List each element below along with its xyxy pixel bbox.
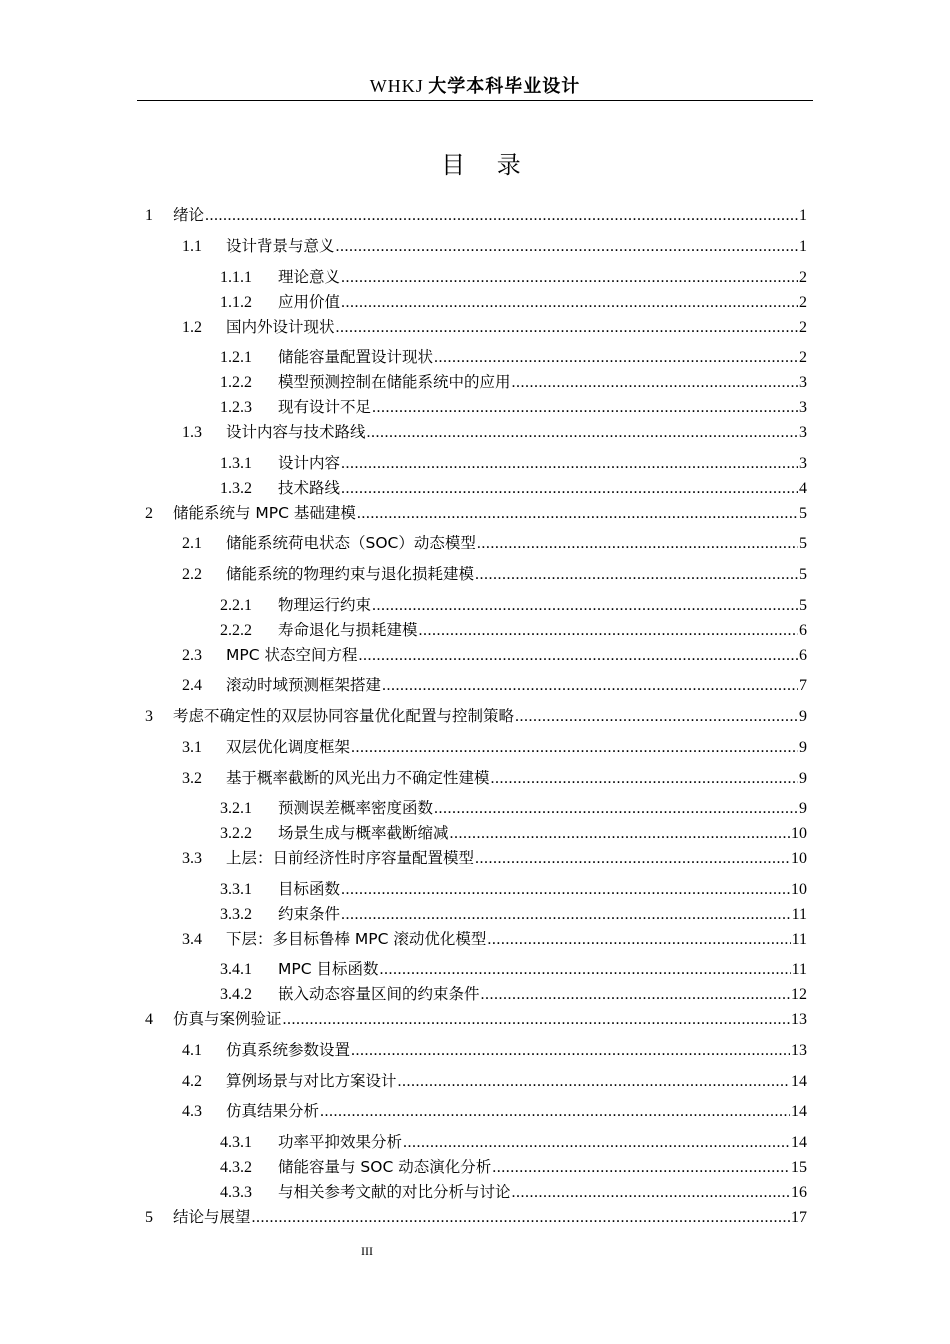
toc-entry-number: 1.3.1 — [220, 455, 252, 472]
toc-entry[interactable] — [220, 903, 807, 925]
toc-entry[interactable] — [182, 767, 807, 789]
toc-entry[interactable] — [220, 878, 807, 900]
toc-entry-title: MPC 状态空间方程 — [226, 646, 358, 664]
toc-title: 目 录 — [441, 151, 533, 179]
toc-leader-dots — [403, 1132, 790, 1154]
toc-entry-page: 5 — [799, 566, 807, 583]
toc-leader-dots — [341, 292, 798, 314]
toc-entry-page: 1 — [799, 238, 807, 255]
header-document-type: 大学本科毕业设计 — [428, 76, 581, 97]
toc-entry-title: 绪论 — [173, 206, 205, 224]
toc-leader-dots — [341, 478, 798, 500]
toc-entry-title: 国内外设计现状 — [226, 318, 335, 336]
toc-entry-page: 1 — [799, 207, 807, 224]
toc-entry-number: 4.3.3 — [220, 1184, 252, 1201]
toc-entry-title: 储能系统荷电状态（SOC）动态模型 — [226, 534, 476, 552]
toc-entry[interactable] — [220, 346, 807, 368]
toc-entry-page: 10 — [791, 825, 807, 842]
toc-entry-title: 物理运行约束 — [278, 596, 372, 614]
toc-leader-dots — [475, 564, 798, 586]
toc-entry[interactable] — [220, 396, 807, 418]
toc-entry-number: 1.3 — [182, 424, 202, 441]
toc-entry-page: 5 — [799, 505, 807, 522]
toc-entry[interactable] — [182, 674, 807, 696]
toc-entry-page: 2 — [799, 319, 807, 336]
toc-entry-title: 寿命退化与损耗建模 — [278, 621, 418, 639]
toc-leader-dots — [341, 879, 790, 901]
toc-leader-dots — [515, 706, 798, 728]
toc-entry-title: 技术路线 — [278, 479, 341, 497]
toc-entry-page: 11 — [791, 906, 807, 923]
toc-leader-dots — [358, 645, 798, 667]
toc-entry-number: 2.3 — [182, 647, 202, 664]
toc-entry-number: 3.2.2 — [220, 825, 252, 842]
toc-entry[interactable] — [182, 736, 807, 758]
toc-entry[interactable] — [220, 958, 807, 980]
toc-leader-dots — [283, 1009, 790, 1031]
toc-entry-number: 3.3.2 — [220, 906, 252, 923]
toc-entry[interactable] — [182, 1070, 807, 1092]
toc-leader-dots — [487, 929, 790, 951]
toc-entry-title: 考虑不确定性的双层协同容量优化配置与控制策略 — [173, 707, 515, 725]
toc-entry-number: 3.2 — [182, 770, 202, 787]
toc-entry-title: 嵌入动态容量区间的约束条件 — [278, 985, 480, 1003]
toc-leader-dots — [450, 823, 790, 845]
toc-entry-number: 2.2.2 — [220, 622, 252, 639]
toc-entry-number: 1.2.1 — [220, 349, 252, 366]
toc-entry[interactable] — [182, 563, 807, 585]
toc-entry-page: 13 — [791, 1042, 807, 1059]
toc-entry-number: 3.2.1 — [220, 800, 252, 817]
toc-entry-number: 3.4.2 — [220, 986, 252, 1003]
toc-entry-number: 2.2.1 — [220, 597, 252, 614]
toc-entry-title: 模型预测控制在储能系统中的应用 — [278, 373, 511, 391]
toc-entry-page: 7 — [799, 677, 807, 694]
toc-entry-title: 与相关参考文献的对比分析与讨论 — [278, 1183, 511, 1201]
toc-entry-title: 现有设计不足 — [278, 398, 372, 416]
toc-entry[interactable] — [145, 204, 807, 226]
toc-entry-page: 14 — [791, 1073, 807, 1090]
toc-entry-number: 1.1 — [182, 238, 202, 255]
toc-entry[interactable] — [220, 1181, 807, 1203]
toc-entry-number: 1 — [145, 207, 153, 224]
toc-entry[interactable] — [182, 532, 807, 554]
toc-entry-title: 结论与展望 — [173, 1208, 251, 1226]
toc-entry-page: 3 — [799, 424, 807, 441]
toc-leader-dots — [512, 372, 798, 394]
toc-entry[interactable] — [182, 928, 807, 950]
toc-entry[interactable] — [182, 1100, 807, 1122]
toc-entry-page: 14 — [791, 1103, 807, 1120]
toc-leader-dots — [336, 317, 798, 339]
toc-entry-number: 4.2 — [182, 1073, 202, 1090]
toc-entry-title: 储能容量配置设计现状 — [278, 348, 434, 366]
toc-entry-title: 基于概率截断的风光出力不确定性建模 — [226, 769, 490, 787]
toc-entry-page: 12 — [791, 986, 807, 1003]
toc-entry-page: 11 — [791, 931, 807, 948]
toc-entry-page: 3 — [799, 374, 807, 391]
toc-entry-title: 约束条件 — [278, 905, 341, 923]
toc-entry-page: 9 — [799, 770, 807, 787]
toc-entry-number: 2.2 — [182, 566, 202, 583]
toc-leader-dots — [351, 737, 798, 759]
toc-leader-dots — [341, 904, 791, 926]
toc-entry-title: 预测误差概率密度函数 — [278, 799, 434, 817]
toc-entry-number: 2.1 — [182, 535, 202, 552]
toc-leader-dots — [477, 533, 798, 555]
toc-entry-number: 2 — [145, 505, 153, 522]
toc-leader-dots — [434, 798, 798, 820]
toc-entry[interactable] — [182, 1039, 807, 1061]
toc-entry-number: 1.1.2 — [220, 294, 252, 311]
toc-leader-dots — [357, 503, 798, 525]
toc-leader-dots — [512, 1182, 790, 1204]
header-institution: WHKJ — [369, 76, 424, 96]
toc-entry-number: 1.2 — [182, 319, 202, 336]
toc-leader-dots — [492, 1157, 790, 1179]
toc-entry-page: 9 — [799, 708, 807, 725]
toc-entry-number: 3.3.1 — [220, 881, 252, 898]
page-number: III — [361, 1244, 373, 1258]
toc-entry-number: 5 — [145, 1209, 153, 1226]
toc-leader-dots — [475, 848, 790, 870]
toc-entry-number: 3.3 — [182, 850, 202, 867]
toc-entry-page: 2 — [799, 294, 807, 311]
toc-leader-dots — [351, 1040, 790, 1062]
toc-entry-title: 储能系统的物理约束与退化损耗建模 — [226, 565, 475, 583]
toc-entry-page: 3 — [799, 455, 807, 472]
toc-entry-title: 场景生成与概率截断缩减 — [278, 824, 449, 842]
toc-entry-title: 仿真与案例验证 — [173, 1010, 282, 1028]
toc-entry-title: 目标函数 — [278, 880, 341, 898]
toc-leader-dots — [434, 347, 798, 369]
toc-entry-number: 1.3.2 — [220, 480, 252, 497]
toc-entry-page: 5 — [799, 535, 807, 552]
toc-leader-dots — [398, 1071, 790, 1093]
toc-entry-number: 4.3.1 — [220, 1134, 252, 1151]
toc-entry-page: 16 — [791, 1184, 807, 1201]
toc-entry-page: 2 — [799, 349, 807, 366]
toc-entry[interactable] — [145, 705, 807, 727]
toc-entry[interactable] — [220, 371, 807, 393]
toc-entry-number: 3.4 — [182, 931, 202, 948]
toc-leader-dots — [379, 959, 790, 981]
toc-entry[interactable] — [220, 266, 807, 288]
toc-entry[interactable] — [220, 983, 807, 1005]
toc-entry-number: 3.4.1 — [220, 961, 252, 978]
toc-leader-dots — [372, 397, 798, 419]
toc-entry-page: 6 — [799, 622, 807, 639]
toc-entry[interactable] — [220, 1156, 807, 1178]
toc-entry-number: 1.1.1 — [220, 269, 252, 286]
toc-entry-number: 1.2.2 — [220, 374, 252, 391]
toc-entry-page: 5 — [799, 597, 807, 614]
toc-entry[interactable] — [145, 1008, 807, 1030]
toc-entry-number: 4 — [145, 1011, 153, 1028]
toc-entry[interactable] — [220, 1131, 807, 1153]
toc-entry[interactable] — [182, 847, 807, 869]
toc-entry-page: 9 — [799, 739, 807, 756]
toc-entry-page: 10 — [791, 881, 807, 898]
toc-entry-title: 储能容量与 SOC 动态演化分析 — [278, 1158, 492, 1176]
toc-entry[interactable] — [145, 1206, 807, 1228]
toc-entry-title: 上层：日前经济性时序容量配置模型 — [226, 849, 475, 867]
toc-entry-title: 仿真系统参数设置 — [226, 1041, 351, 1059]
toc-entry-title: 设计背景与意义 — [226, 237, 335, 255]
toc-entry-title: 下层：多目标鲁棒 MPC 滚动优化模型 — [226, 930, 487, 948]
toc-leader-dots — [491, 768, 798, 790]
toc-entry-number: 2.4 — [182, 677, 202, 694]
toc-entry[interactable] — [182, 644, 807, 666]
toc-entry-page: 11 — [791, 961, 807, 978]
toc-entry-number: 4.1 — [182, 1042, 202, 1059]
toc-leader-dots — [336, 236, 798, 258]
toc-entry-number: 3.1 — [182, 739, 202, 756]
toc-entry-page: 14 — [791, 1134, 807, 1151]
toc-entry-page: 4 — [799, 480, 807, 497]
toc-entry-page: 17 — [791, 1209, 807, 1226]
toc-entry[interactable] — [182, 316, 807, 338]
toc-entry-page: 6 — [799, 647, 807, 664]
toc-entry-title: 设计内容与技术路线 — [226, 423, 366, 441]
toc-entry-page: 15 — [791, 1159, 807, 1176]
toc-leader-dots — [252, 1207, 790, 1229]
toc-entry[interactable] — [182, 421, 807, 443]
toc-entry-number: 4.3 — [182, 1103, 202, 1120]
toc-leader-dots — [481, 984, 790, 1006]
toc-entry[interactable] — [220, 291, 807, 313]
toc-entry[interactable] — [220, 477, 807, 499]
toc-entry[interactable] — [145, 502, 807, 524]
toc-entry-page: 9 — [799, 800, 807, 817]
toc-entry[interactable] — [220, 452, 807, 474]
toc-leader-dots — [341, 453, 798, 475]
toc-entry-title: 滚动时域预测框架搭建 — [226, 676, 382, 694]
toc-leader-dots — [341, 267, 798, 289]
toc-leader-dots — [367, 422, 798, 444]
toc-entry-page: 13 — [791, 1011, 807, 1028]
toc-entry[interactable] — [220, 619, 807, 641]
toc-entry-title: 算例场景与对比方案设计 — [226, 1072, 397, 1090]
toc-entry-title: 双层优化调度框架 — [226, 738, 351, 756]
toc-entry-title: 功率平抑效果分析 — [278, 1133, 403, 1151]
toc-entry-title: 设计内容 — [278, 454, 341, 472]
toc-entry[interactable] — [220, 822, 807, 844]
toc-entry-title: 理论意义 — [278, 268, 341, 286]
toc-entry-page: 3 — [799, 399, 807, 416]
toc-leader-dots — [205, 205, 798, 227]
toc-entry-page: 2 — [799, 269, 807, 286]
toc-leader-dots — [320, 1101, 790, 1123]
toc-leader-dots — [372, 595, 798, 617]
toc-entry-number: 3 — [145, 708, 153, 725]
toc-entry[interactable] — [182, 235, 807, 257]
toc-entry-number: 1.2.3 — [220, 399, 252, 416]
toc-entry[interactable] — [220, 594, 807, 616]
toc-entry-page: 10 — [791, 850, 807, 867]
toc-entry-number: 4.3.2 — [220, 1159, 252, 1176]
toc-entry-title: 仿真结果分析 — [226, 1102, 320, 1120]
toc-entry-title: 储能系统与 MPC 基础建模 — [173, 504, 356, 522]
toc-leader-dots — [382, 675, 798, 697]
toc-leader-dots — [419, 620, 798, 642]
toc-entry-title: MPC 目标函数 — [278, 960, 379, 978]
toc-entry-title: 应用价值 — [278, 293, 341, 311]
toc-entry[interactable] — [220, 797, 807, 819]
